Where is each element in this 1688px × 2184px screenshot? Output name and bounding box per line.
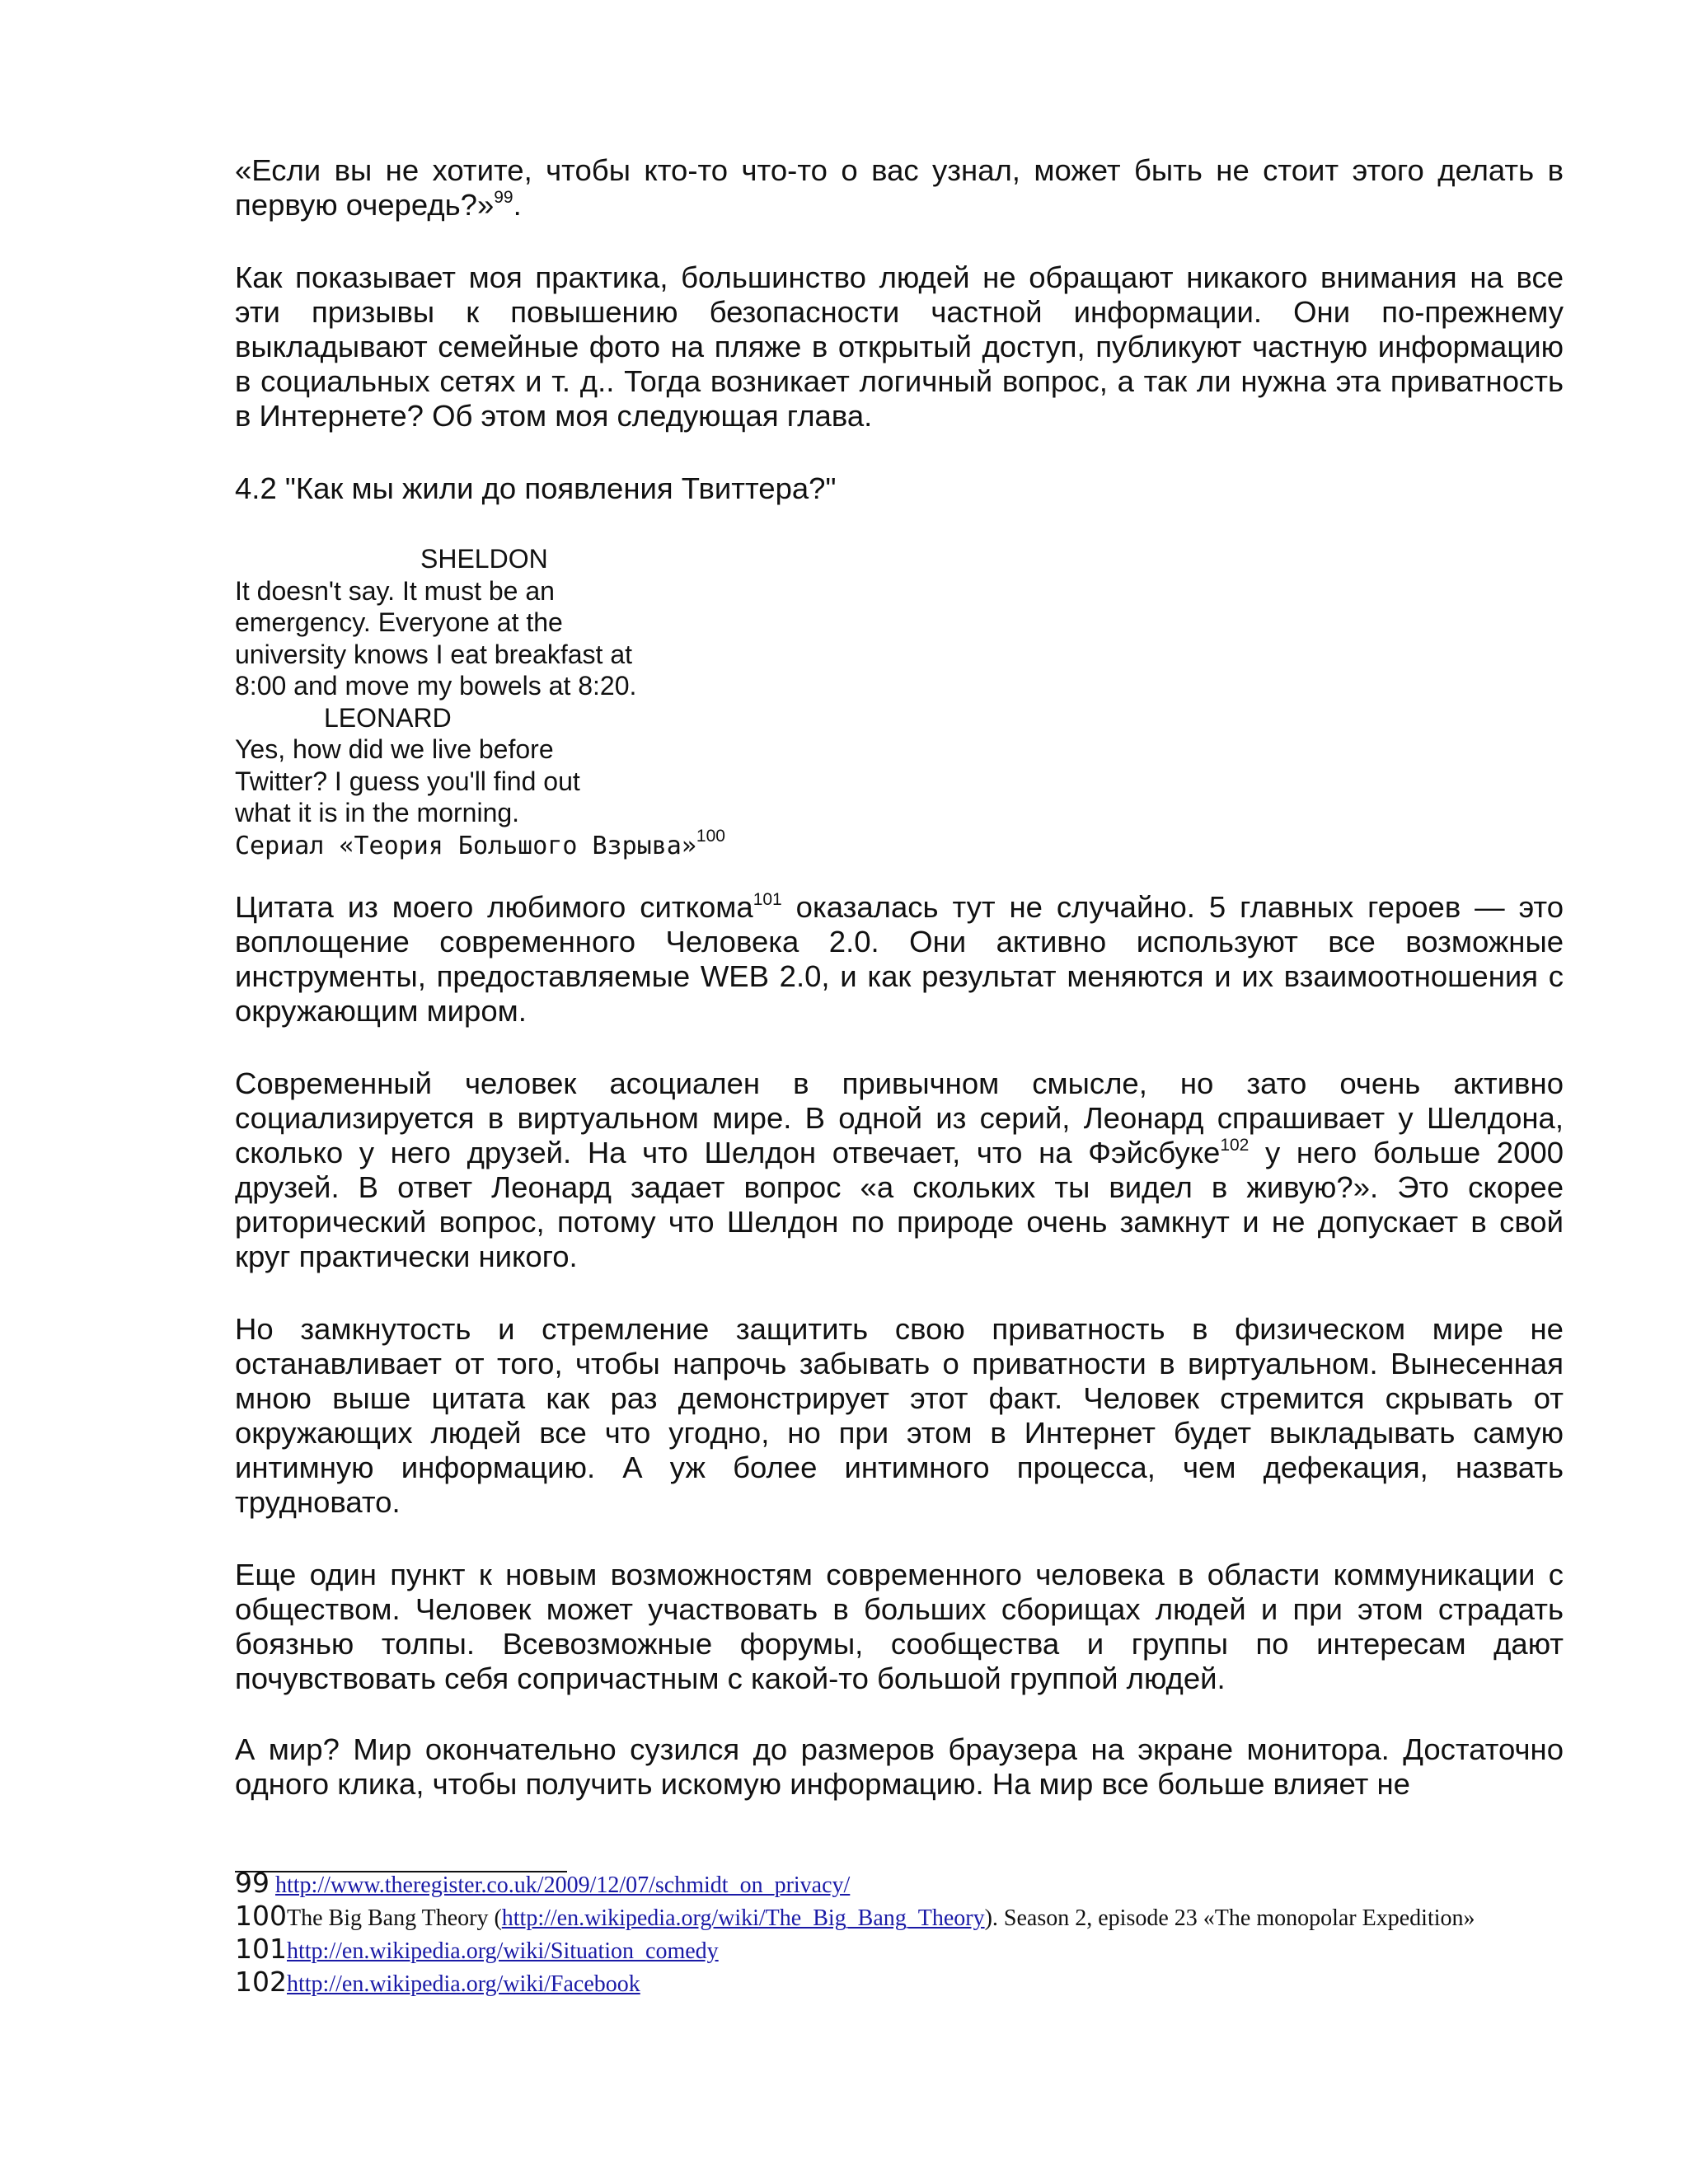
paragraph-communication: Еще один пункт к новым возможностям современного человека в области коммуникации с обществом. Человек может участвовать в больших сборищах людей и при этом страдать боязнью толпы. Всевозможные форумы, сообщества и группы по интересам дают почувствовать себя сопричастным с какой-то большой группой людей. xyxy=(235,1558,1564,1695)
footnote-number: 99 xyxy=(235,1867,270,1899)
footnote-99 xyxy=(235,1867,850,1902)
footnote-number: 102 xyxy=(235,1966,287,1998)
footnote-link-sitcom[interactable]: http://en.wikipedia.org/wiki/Situation_comedy xyxy=(287,1938,719,1964)
paragraph-asocial-text-rest: у него больше 2000 друзей. В ответ Леонард задает вопрос «а скольких ты видел в живую?». Это скорее риторический вопрос, потому что Шелдон по природе очень замкнут и не допускает в свой круг практически никого. xyxy=(235,1136,1564,1273)
footnote-101 xyxy=(235,1933,719,1968)
script-line: university knows I eat breakfast at xyxy=(235,639,632,669)
script-source-text: Сериал «Теория Большого Взрыва» xyxy=(235,831,696,860)
paragraph-quote-tail: . xyxy=(513,188,522,222)
paragraph-quote-text: «Если вы не хотите, чтобы кто-то что-то о вас узнал, может быть не стоит этого делать в первую очередь?» xyxy=(235,153,1564,222)
footnote-link-register[interactable]: http://www.theregister.co.uk/2009/12/07/schmidt_on_privacy/ xyxy=(275,1872,851,1898)
footnote-ref-99: 99 xyxy=(494,188,513,207)
script-line: Yes, how did we live before xyxy=(235,734,554,764)
speaker-sheldon: SHELDON xyxy=(420,544,548,574)
footnote-text: The Big Bang Theory ( xyxy=(287,1905,502,1931)
script-source xyxy=(235,826,725,863)
script-line: what it is in the morning. xyxy=(235,798,520,827)
footnote-102 xyxy=(235,1966,640,2001)
footnote-ref-101: 101 xyxy=(753,890,782,909)
footnote-link-bigbang[interactable]: http://en.wikipedia.org/wiki/The_Big_Bang_Theory xyxy=(501,1905,985,1931)
section-heading: 4.2 "Как мы жили до появления Твиттера?" xyxy=(235,471,837,505)
paragraph-world: А мир? Мир окончательно сузился до размеров браузера на экране монитора. Достаточно одного клика, чтобы получить искомую информацию. На мир все больше влияет не xyxy=(235,1732,1564,1801)
paragraph-quote xyxy=(235,153,1564,223)
paragraph-asocial-text: Современный человек асоциален в привычном смысле, но зато очень активно социализируется в виртуальном мире. В одной из серий, Леонард спрашивает у Шелдона, сколько у него друзей. На что Шелдон отвечает, что на Фэйсбуке xyxy=(235,1066,1564,1169)
script-quote xyxy=(235,543,725,862)
speaker-leonard: LEONARD xyxy=(324,702,452,733)
paragraph-practice: Как показывает моя практика, большинство людей не обращают никакого внимания на все эти призывы к повышению безопасности частной информации. Они по-прежнему выкладывают семейные фото на пляже в открытый доступ, публикуют частную информацию в социальных сетях и т. д.. Тогда возникает логичный вопрос, а так ли нужна эта приватность в Интернете? Об этом моя следующая глава. xyxy=(235,260,1564,433)
paragraph-sitcom xyxy=(235,890,1564,1029)
script-line: 8:00 and move my bowels at 8:20. xyxy=(235,671,637,701)
paragraph-sitcom-text-rest: оказалась тут не случайно. 5 главных героев — это воплощение современного Человека 2.0. Они активно используют все возможные инструменты, предоставляемые WEB 2.0, и как результат меняются и их взаимоотношения с окружающим миром. xyxy=(235,890,1564,1028)
footnote-ref-102: 102 xyxy=(1220,1136,1250,1155)
script-line: It doesn't say. It must be an xyxy=(235,575,555,606)
footnote-number: 101 xyxy=(235,1933,287,1965)
script-line: emergency. Everyone at the xyxy=(235,607,563,637)
paragraph-privacy: Но замкнутость и стремление защитить свою приватность в физическом мире не останавливает от того, чтобы напрочь забывать о приватности в виртуальном. Вынесенная мною выше цитата как раз демонстрирует этот факт. Человек стремится скрывать от окружающих людей все что угодно, но при этом в Интернет будет выкладывать самую интимную информацию. А уж более интимного процесса, чем дефекация, назвать трудновато. xyxy=(235,1312,1564,1519)
footnote-ref-100: 100 xyxy=(696,826,725,846)
paragraph-sitcom-text: Цитата из моего любимого ситкома xyxy=(235,890,753,924)
footnote-text-rest: ). Season 2, episode 23 «The monopolar Expedition» xyxy=(984,1905,1475,1931)
script-line: Twitter? I guess you'll find out xyxy=(235,766,580,796)
paragraph-asocial xyxy=(235,1066,1564,1274)
footnote-link-facebook[interactable]: http://en.wikipedia.org/wiki/Facebook xyxy=(287,1971,640,1997)
footnote-100 xyxy=(235,1900,1475,1935)
footnote-number: 100 xyxy=(235,1900,287,1932)
